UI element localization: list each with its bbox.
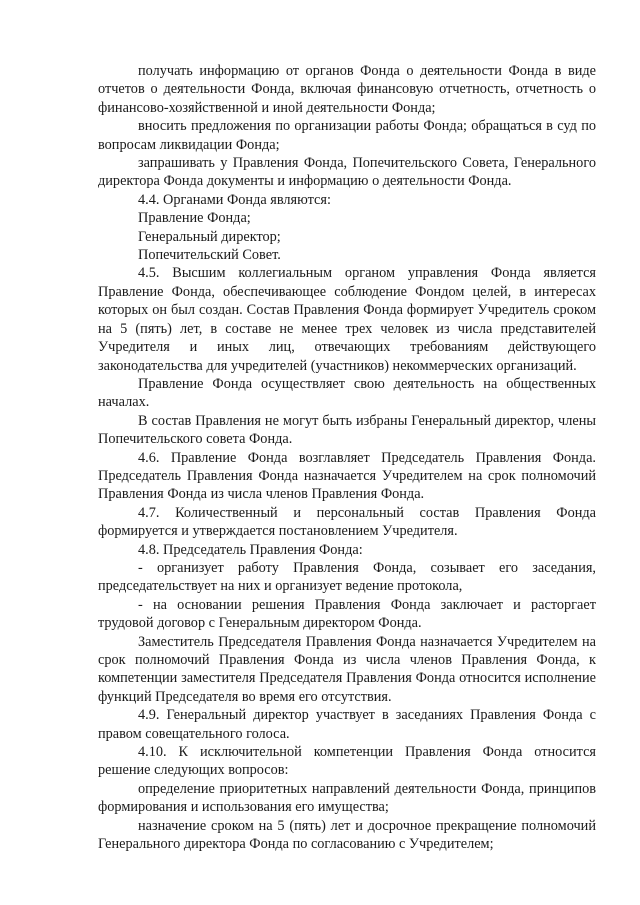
organ-item-trustees: Попечительский Совет.: [138, 247, 281, 264]
paragraph-deputy: Заместитель Председателя Правления Фонда назначается Учредителем на срок полномочий Правления Фонда из числа членов Правления Фонда, к компетенции заместителя Председателя Правления Фонда относится исполнение функций Председателя во время его отсутствия.: [98, 633, 596, 705]
paragraph-2: вносить предложения по организации работы Фонда; обращаться в суд по вопросам ликвидации Фонда;: [98, 118, 596, 153]
competence-item-1: определение приоритетных направлений деятельности Фонда, принципов формирования и использования его имущества;: [98, 780, 596, 816]
paragraph-3: запрашивать у Правления Фонда, Попечительского Совета, Генерального директора Фонда документы и информацию о деятельности Фонда.: [98, 155, 596, 190]
paragraph-1: получать информацию от органов Фонда о деятельности Фонда в виде отчетов о деятельности Фонда, включая финансовую отчетность, отчетность о финансово-хозяйственной и иной деятельности Фонда;: [98, 63, 596, 116]
section-4-7: 4.7. Количественный и персональный состав Правления Фонда формируется и утверждается постановлением Учредителя.: [98, 504, 596, 540]
section-4-9: 4.9. Генеральный директор участвует в заседаниях Правления Фонда с правом совещательного голоса.: [98, 707, 596, 742]
chairman-duty-1: - организует работу Правления Фонда, созывает его заседания, председательствует на них и организует ведение протокола,: [98, 559, 596, 595]
section-4-10: 4.10. К исключительной компетенции Правления Фонда относится решение следующих вопросов:: [98, 744, 596, 779]
organ-item-board: Правление Фонда;: [138, 210, 251, 227]
paragraph-board-restriction: В состав Правления не могут быть избраны Генеральный директор, члены Попечительского совета Фонда.: [98, 412, 596, 448]
paragraph-public-basis: Правление Фонда осуществляет свою деятельность на общественных началах.: [98, 375, 596, 411]
section-4-8: 4.8. Председатель Правления Фонда:: [138, 541, 363, 558]
chairman-duty-2: - на основании решения Правления Фонда заключает и расторгает трудовой договор с Генеральным директором Фонда.: [98, 596, 596, 632]
section-4-6: 4.6. Правление Фонда возглавляет Председатель Правления Фонда. Председатель Правления Фонда назначается Учредителем на срок полномочий Правления Фонда из числа членов Правления Фонда.: [98, 449, 596, 503]
competence-item-2: назначение сроком на 5 (пять) лет и досрочное прекращение полномочий Генерального директора Фонда по согласованию с Учредителем;: [98, 817, 596, 853]
organ-item-director: Генеральный директор;: [138, 228, 281, 245]
section-4-5: 4.5. Высшим коллегиальным органом управления Фонда является Правление Фонда, обеспечивающее соблюдение Фондом целей, в интересах которых он был создан. Состав Правления Фонда формирует Учредитель сроком на 5 (пять) лет, в составе не менее трех человек из числа представителей Учредителя и иных лиц, отвечающих требованиям действующего законодательства для учредителей (участников) некоммерческих организаций.: [98, 265, 596, 374]
section-4-4: 4.4. Органами Фонда являются:: [138, 191, 331, 208]
